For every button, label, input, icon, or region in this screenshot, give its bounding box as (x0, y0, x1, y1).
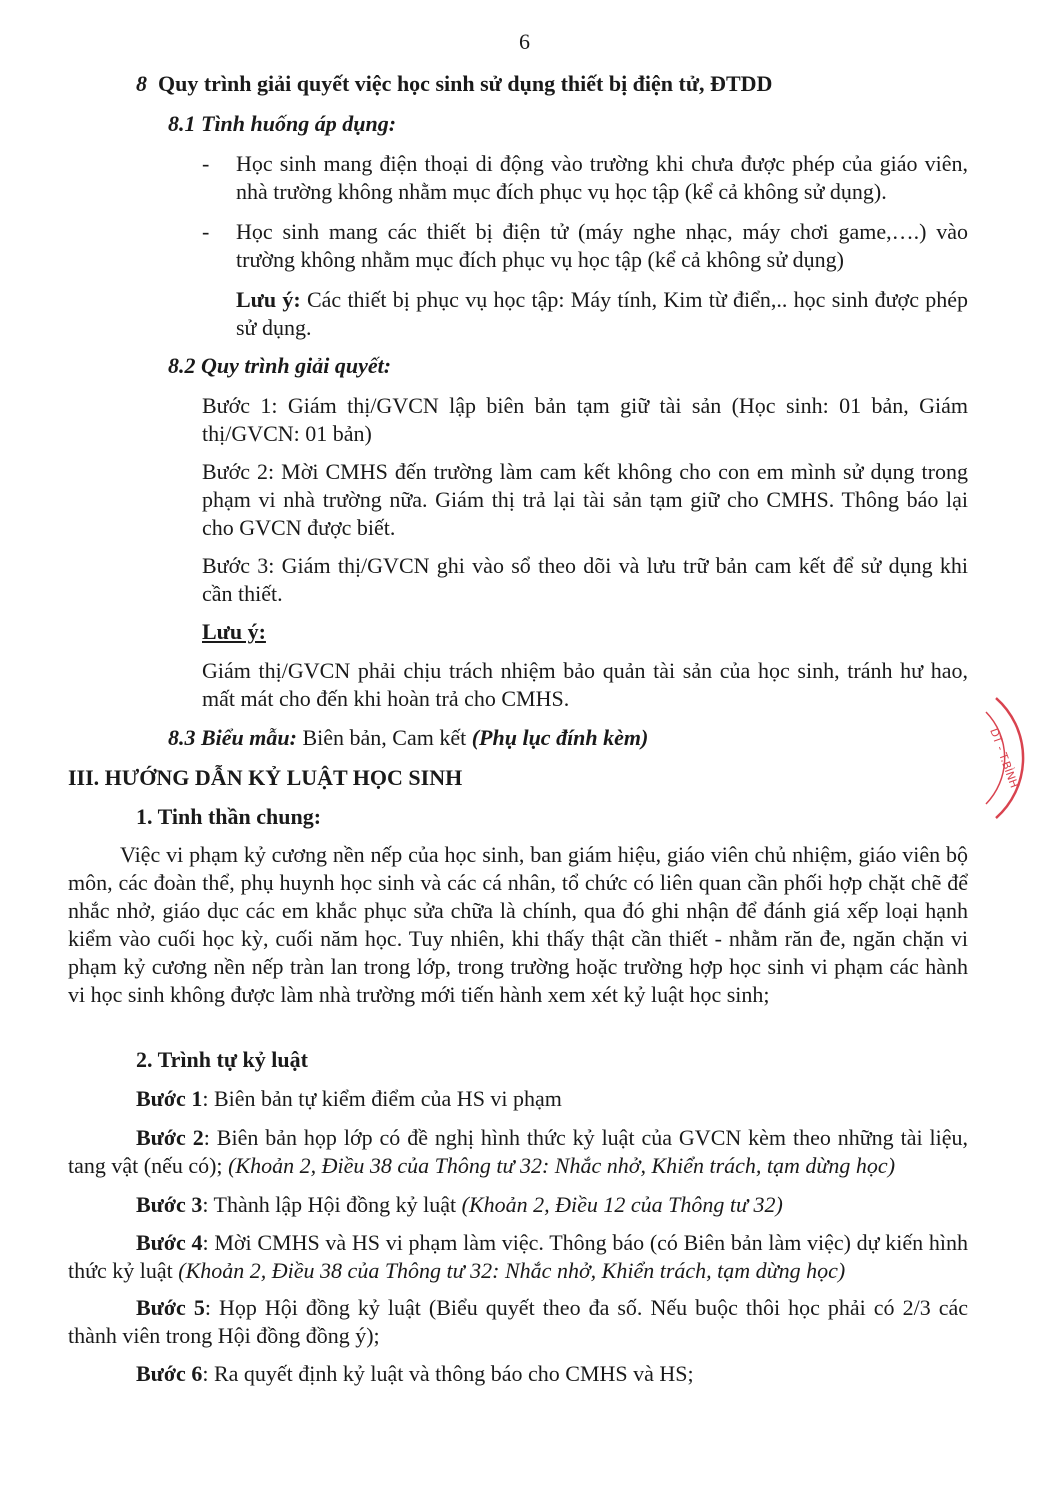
subsection-2-heading: 2. Trình tự kỷ luật (136, 1047, 308, 1072)
step-text: : Ra quyết định kỷ luật và thông báo cho CMHS và HS; (202, 1361, 694, 1386)
note-1-label: Lưu ý: (236, 287, 301, 312)
note-2-label: Lưu ý: (202, 619, 266, 644)
bullet-dash: - (202, 151, 210, 176)
step-label: Bước 2 (136, 1125, 204, 1150)
bullet-1: Học sinh mang điện thoại di động vào trường khi chưa được phép của giáo viên, nhà trường không nhằm mục đích phục vụ học tập (kể cả không sử dụng). (236, 151, 968, 204)
step-label: Bước 3 (136, 1192, 203, 1217)
general-paragraph: Việc vi phạm kỷ cương nền nếp của học sinh, ban giám hiệu, giáo viên chủ nhiệm, giáo viên bộ môn, các đoàn thể, phụ huynh học sinh và các cá nhân, tổ chức có liên quan cần phối hợp chặt chẽ để nhắc nhở, giáo dục các em khắc phục sửa chữa là chính, qua đó ghi nhận để đánh giá xếp loại hạnh kiểm vào cuối học kỳ, cuối năm học. Tuy nhiên, khi thấy thật cần thiết - nhằm răn đe, ngăn chặn vi phạm kỷ cương nền nếp tràn lan trong lớp, trong trường hoặc trường hợp học sinh vi phạm các hành vi học sinh không được làm nhà trường mới tiến hành xem xét kỷ luật học sinh; (68, 842, 968, 1007)
step-text: : Biên bản tự kiểm điểm của HS vi phạm (202, 1086, 562, 1111)
bullet-dash: - (202, 219, 210, 244)
step-text: : Thành lập Hội đồng kỷ luật (202, 1192, 462, 1217)
discipline-step-4 (68, 1229, 968, 1285)
page-number: 6 (519, 29, 530, 54)
section-8-3-text: Biên bản, Cam kết (296, 725, 472, 750)
step-label: Bước 6 (136, 1361, 203, 1386)
step-reference: (Khoản 2, Điều 38 của Thông tư 32: Nhắc nhở, Khiển trách, tạm dừng học) (228, 1153, 896, 1178)
discipline-step-5 (68, 1294, 968, 1350)
section-8-number: 8 (136, 71, 147, 96)
step-label: Bước 1 (136, 1086, 203, 1111)
section-8-3 (168, 724, 648, 752)
section-8-1-heading: 8.1 Tình huống áp dụng: (168, 111, 397, 136)
section-8-3-heading: 8.3 Biểu mẫu: (168, 725, 297, 750)
step-3: Bước 3: Giám thị/GVCN ghi vào sổ theo dõi và lưu trữ bản cam kết để sử dụng khi cần thiết. (202, 553, 968, 606)
step-reference: (Khoản 2, Điều 12 của Thông tư 32) (461, 1192, 783, 1217)
step-reference: (Khoản 2, Điều 38 của Thông tư 32: Nhắc nhở, Khiển trách, tạm dừng học) (178, 1258, 846, 1283)
step-2: Bước 2: Mời CMHS đến trường làm cam kết không cho con em mình sử dụng trong phạm vi nhà trường nữa. Giám thị trả lại tài sản tạm giữ cho CMHS. Thông báo lại cho GVCN được biết. (202, 459, 968, 540)
subsection-1-heading: 1. Tinh thần chung: (136, 804, 322, 829)
discipline-step-1 (136, 1085, 562, 1113)
section-3-heading: III. HƯỚNG DẪN KỶ LUẬT HỌC SINH (68, 765, 463, 790)
step-1: Bước 1: Giám thị/GVCN lập biên bản tạm giữ tài sản (Học sinh: 01 bản, Giám thị/GVCN: 01 bản) (202, 393, 968, 446)
step-label: Bước 4 (136, 1230, 203, 1255)
section-8-2-heading: 8.2 Quy trình giải quyết: (168, 353, 392, 378)
official-stamp (968, 690, 1038, 830)
note-1 (236, 286, 968, 342)
note-1-text: Các thiết bị phục vụ học tập: Máy tính, Kim từ điển,.. học sinh được phép sử dụng. (236, 287, 968, 340)
section-8-title: Quy trình giải quyết việc học sinh sử dụng thiết bị điện tử, ĐTDD (158, 71, 773, 96)
discipline-step-3 (136, 1191, 783, 1219)
step-text: : Họp Hội đồng kỷ luật (Biểu quyết theo đa số. Nếu buộc thôi học phải có 2/3 các thành viên trong Hội đồng đồng ý); (68, 1295, 968, 1348)
stamp-text: DT - T.BÌNH (987, 726, 1021, 790)
step-label: Bước 5 (136, 1295, 205, 1320)
step-text: : Biên bản họp lớp có đề nghị hình thức kỷ luật của GVCN kèm theo những tài liệu, tang vật (nếu có); (68, 1125, 968, 1178)
section-8-heading (136, 70, 772, 98)
section-8-3-ref: (Phụ lục đính kèm) (471, 725, 649, 750)
bullet-2: Học sinh mang các thiết bị điện tử (máy nghe nhạc, máy chơi game,….) vào trường không nhằm mục đích phục vụ học tập (kể cả không sử dụng) (236, 219, 968, 272)
discipline-step-6 (136, 1360, 694, 1388)
discipline-step-2 (68, 1124, 968, 1180)
step-text: : Mời CMHS và HS vi phạm làm việc. Thông báo (có Biên bản làm việc) dự kiến hình thức kỷ luật (68, 1230, 968, 1283)
note-2-text: Giám thị/GVCN phải chịu trách nhiệm bảo quản tài sản của học sinh, tránh hư hao, mất mát cho đến khi hoàn trả cho CMHS. (202, 658, 968, 711)
